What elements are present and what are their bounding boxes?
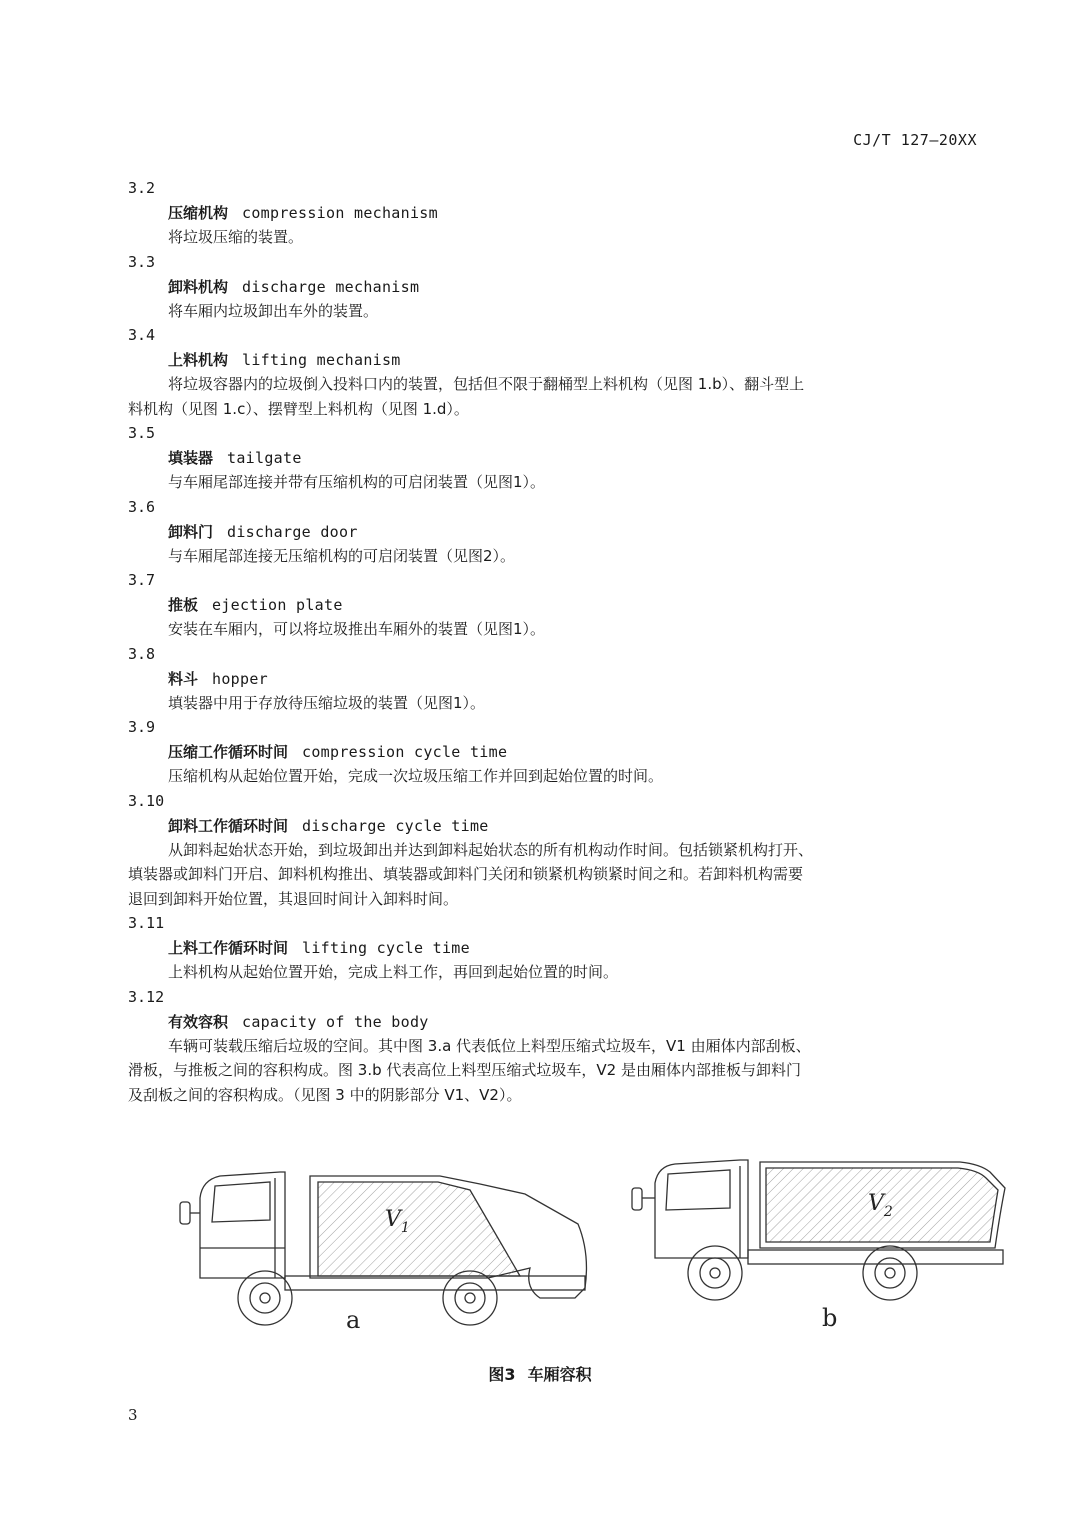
term — [128, 275, 988, 299]
clause-number: 3.11 — [128, 914, 165, 932]
clause-3-12 — [128, 985, 988, 1108]
clause-number: 3.8 — [128, 644, 156, 663]
clause-number: 3.5 — [128, 424, 156, 442]
figure-number: 图3 — [488, 1365, 516, 1384]
term — [128, 936, 988, 960]
definition-line: 车辆可装载压缩后垃圾的空间。其中图 3.a 代表低位上料型压缩式垃圾车，V1 由厢体内部刮板、 — [168, 1036, 811, 1055]
term — [128, 667, 988, 691]
term-en: hopper — [212, 669, 269, 688]
term — [128, 1010, 988, 1034]
term-zh: 压缩工作循环时间 — [168, 743, 289, 761]
term — [128, 814, 988, 838]
term-en: discharge door — [227, 522, 358, 541]
definition — [128, 372, 988, 421]
clause-number: 3.9 — [128, 718, 156, 736]
definition: 压缩机构从起始位置开始，完成一次垃圾压缩工作并回到起始位置的时间。 — [168, 767, 664, 785]
volume-v1-area — [318, 1182, 520, 1276]
clause-3-3 — [128, 250, 988, 324]
term-zh: 上料机构 — [168, 351, 229, 369]
term-zh: 卸料工作循环时间 — [168, 816, 289, 835]
term-en: compression cycle time — [302, 743, 508, 761]
term-en: lifting mechanism — [242, 351, 401, 369]
term-zh: 卸料机构 — [168, 277, 229, 296]
term — [128, 348, 988, 372]
definition-line: 从卸料起始状态开始，到垃圾卸出并达到卸料起始状态的所有机构动作时间。包括锁紧机构打开、 — [168, 840, 814, 859]
clause-number: 3.7 — [128, 571, 156, 589]
definition: 与车厢尾部连接并带有压缩机构的可启闭装置（见图1）。 — [168, 473, 546, 491]
term-en: tailgate — [227, 449, 302, 467]
definition: 将垃圾压缩的装置。 — [168, 228, 304, 246]
term-en: capacity of the body — [242, 1012, 429, 1031]
clause-number: 3.3 — [128, 252, 156, 271]
truck-a-drawing — [180, 1172, 586, 1325]
definition: 安装在车厢内，可以将垃圾推出车厢外的装置（见图1）。 — [168, 620, 546, 638]
term — [128, 201, 988, 225]
term — [128, 593, 988, 617]
clause-number: 3.4 — [128, 326, 156, 344]
volume-v1-label: $V_1$ — [385, 1207, 410, 1236]
clause-3-7 — [128, 568, 988, 642]
definition: 上料机构从起始位置开始，完成上料工作，再回到起始位置的时间。 — [168, 963, 619, 981]
clause-number: 3.2 — [128, 179, 156, 197]
definition — [128, 838, 988, 912]
definition-line: 滑板，与推板之间的容积构成。图 3.b 代表高位上料型压缩式垃圾车，V2 是由厢体内部推板与卸料门 — [128, 1061, 801, 1079]
definition-line: 及刮板之间的容积构成。（见图 3 中的阴影部分 V1、V2）。 — [128, 1085, 522, 1104]
terms-section — [128, 176, 988, 1107]
term-en: compression mechanism — [242, 204, 438, 222]
term-zh: 填装器 — [168, 449, 214, 467]
term-en: lifting cycle time — [302, 939, 470, 957]
clause-3-4 — [128, 323, 988, 421]
standard-code: CJ/T 127—20XX — [853, 131, 977, 149]
figure-title: 车厢容积 — [527, 1365, 592, 1384]
page-number: 3 — [128, 1406, 138, 1424]
definition: 将车厢内垃圾卸出车外的装置。 — [168, 301, 379, 320]
definition-line: 填装器或卸料门开启、卸料机构推出、填装器或卸料门关闭和锁紧机构锁紧时间之和。若卸料机构需要 — [128, 865, 804, 883]
term-zh: 有效容积 — [168, 1012, 229, 1031]
definition: 填装器中用于存放待压缩垃圾的装置（见图1）。 — [168, 693, 486, 712]
volume-v2-label: $V_2$ — [868, 1191, 893, 1220]
truck-b-drawing — [632, 1160, 1005, 1300]
definition: 与车厢尾部连接无压缩机构的可启闭装置（见图2）。 — [168, 546, 516, 565]
term — [128, 446, 988, 470]
subfigure-a-label: a — [346, 1306, 361, 1334]
term-zh: 料斗 — [168, 669, 199, 688]
term-zh: 卸料门 — [168, 522, 214, 541]
clause-3-11 — [128, 911, 988, 985]
definition-line: 料机构（见图 1.c）、摆臂型上料机构（见图 1.d）。 — [128, 399, 469, 418]
clause-number: 3.10 — [128, 791, 165, 810]
definition — [128, 1034, 988, 1108]
term — [128, 740, 988, 764]
clause-3-5 — [128, 421, 988, 495]
term-en: ejection plate — [212, 596, 343, 614]
clause-3-8 — [128, 642, 988, 716]
term-en: discharge mechanism — [242, 277, 420, 296]
clause-3-9 — [128, 715, 988, 789]
clause-3-6 — [128, 495, 988, 569]
figure-caption — [0, 1362, 1080, 1385]
term-zh: 上料工作循环时间 — [168, 939, 289, 957]
clause-number: 3.12 — [128, 987, 165, 1006]
term-en: discharge cycle time — [302, 816, 489, 835]
subfigure-b-label: b — [822, 1304, 838, 1332]
clause-number: 3.6 — [128, 497, 156, 516]
figure-3-truck-diagrams — [170, 1158, 1010, 1348]
clause-3-10 — [128, 789, 988, 912]
term-zh: 推板 — [168, 596, 199, 614]
clause-3-2 — [128, 176, 988, 250]
term — [128, 520, 988, 544]
definition-line: 退回到卸料开始位置，其退回时间计入卸料时间。 — [128, 889, 459, 908]
term-zh: 压缩机构 — [168, 204, 229, 222]
definition-line: 将垃圾容器内的垃圾倒入投料口内的装置，包括但不限于翻桶型上料机构（见图 1.b）、翻斗型上 — [168, 375, 805, 393]
